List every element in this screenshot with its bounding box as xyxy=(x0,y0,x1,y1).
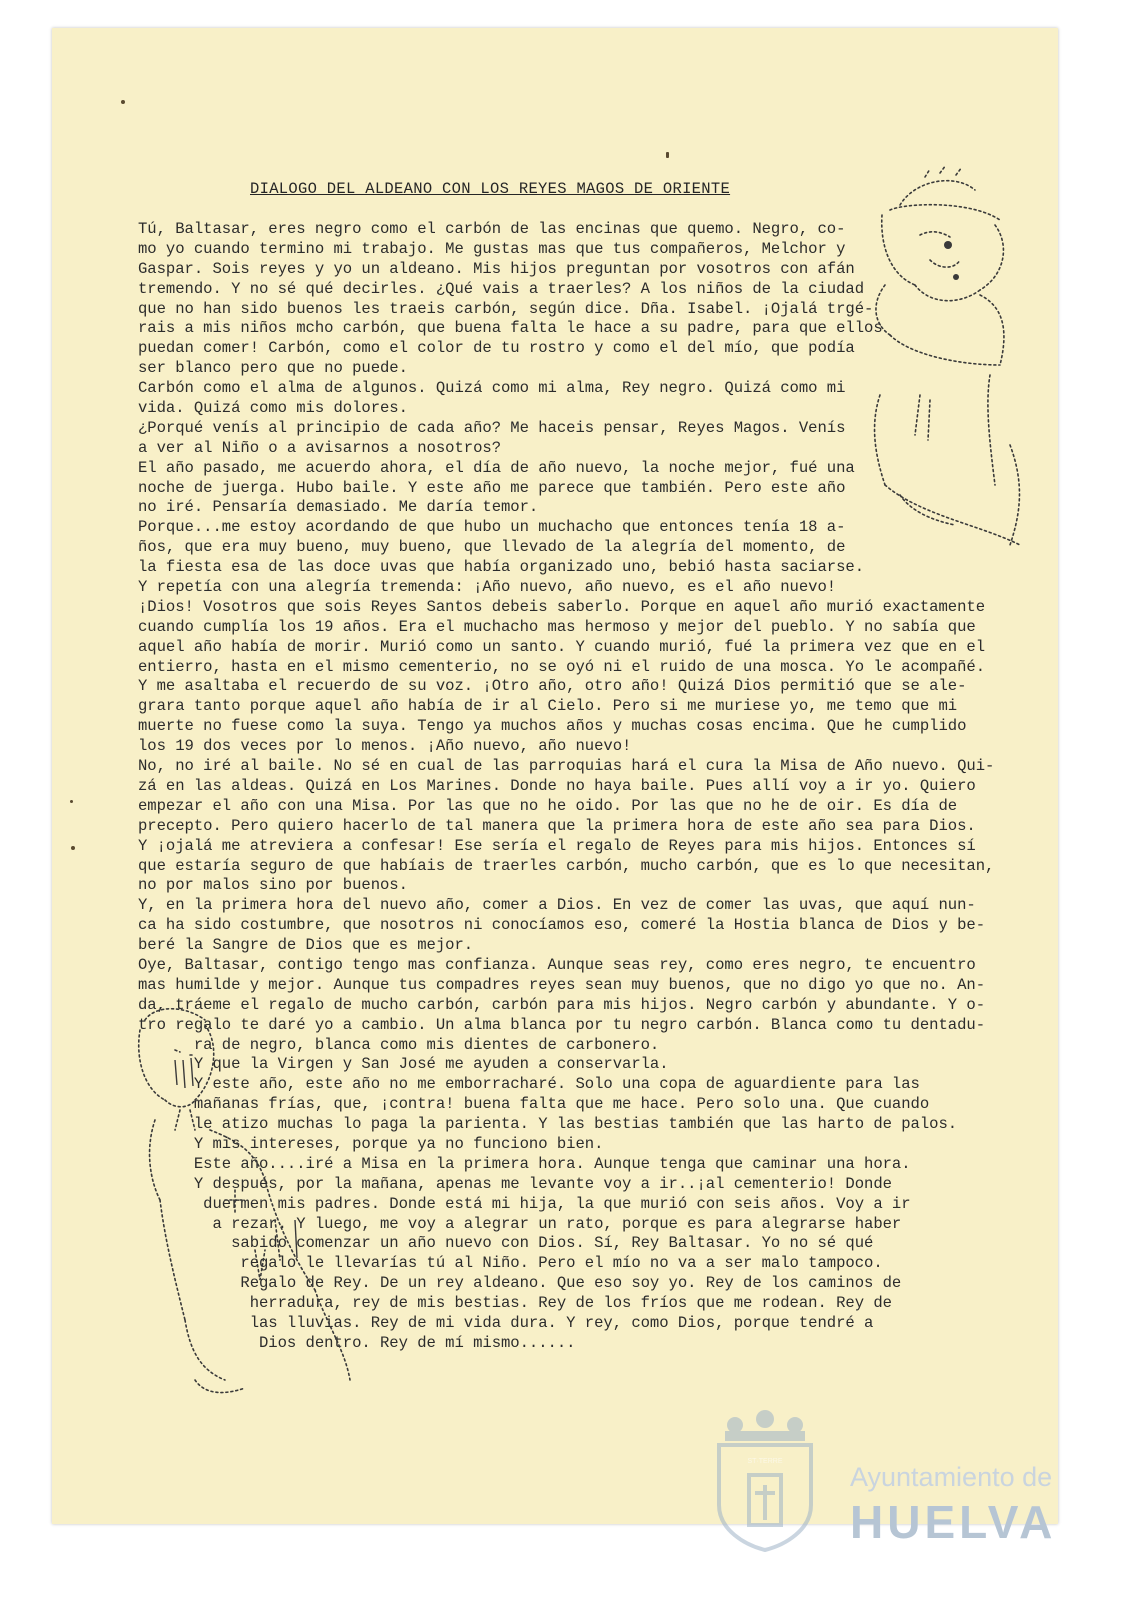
watermark-line2: HUELVA xyxy=(850,1496,1057,1548)
text-line: le atizo muchas lo paga la parienta. Y las bestias también que las harto de palos. xyxy=(138,1115,958,1134)
huelva-coat-of-arms xyxy=(705,1405,825,1555)
text-line: puedan comer! Carbón, como el color de tu rostro y como el del mío, que podía xyxy=(138,339,855,358)
text-line: Y después, por la mañana, apenas me levante voy a ir..¡al cementerio! Donde xyxy=(138,1174,892,1193)
ink-speck xyxy=(71,846,75,850)
ink-speck xyxy=(666,152,669,158)
text-line: herradura, rey de mis bestias. Rey de los fríos que me rodean. Rey de xyxy=(138,1294,892,1313)
text-line: tro regalo te daré yo a cambio. Un alma blanca por tu negro carbón. Blanca como tu dentadu- xyxy=(138,1015,986,1034)
text-line: la fiesta esa de las doce uvas que había organizado uno, bebió hasta saciarse. xyxy=(138,558,865,577)
text-line: que no han sido buenos les traeis carbón, según dice. Dña. Isabel. ¡Ojalá trgé- xyxy=(138,299,874,318)
text-line: a ver al Niño o a avisarnos a nosotros? xyxy=(138,438,502,457)
king-portrait-drawing xyxy=(860,165,1030,565)
text-line: mas humilde y mejor. Aunque tus compadres reyes sean muy buenos, que no digo yo que no. An- xyxy=(138,975,986,994)
text-line: beré la Sangre de Dios que es mejor. xyxy=(138,936,474,955)
text-line: que estaría seguro de que habíais de traerles carbón, mucho carbón, que es lo que necesitan, xyxy=(138,856,995,875)
text-line: noche de juerga. Hubo baile. Y este año me parece que también. Pero este año xyxy=(138,478,846,497)
text-line: Y mis intereses, porque ya no funciono bien. xyxy=(138,1134,604,1153)
aldeano-figure-drawing xyxy=(135,1000,365,1400)
text-line: empezar el año con una Misa. Por las que no he oido. Por las que no he de oir. Es día de xyxy=(138,796,958,815)
text-line: Regalo de Rey. De un rey aldeano. Que eso soy yo. Rey de los caminos de xyxy=(138,1274,902,1293)
text-line: sabido comenzar un año nuevo con Dios. Sí, Rey Baltasar. Yo no sé qué xyxy=(138,1234,874,1253)
text-line: entierro, hasta en el mismo cementerio, no se oyó ni el ruido de una mosca. Yo le acompañé. xyxy=(138,657,986,676)
document-title: DIALOGO DEL ALDEANO CON LOS REYES MAGOS DE ORIENTE xyxy=(250,180,731,198)
text-line: aquel año había de morir. Murió como un santo. Y cuando murió, fué la primera vez que en el xyxy=(138,637,986,656)
text-line: mañanas frías, que, ¡contra! buena falta que me hace. Pero solo una. Que cuando xyxy=(138,1095,930,1114)
text-line: cuando cumplía los 19 años. Era el muchacho mas hermoso y mejor del pueblo. Y no sabía que xyxy=(138,617,976,636)
text-line: Gaspar. Sois reyes y yo un aldeano. Mis hijos preguntan por vosotros con afán xyxy=(138,259,855,278)
text-line: grara tanto porque aquel año había de ir al Cielo. Pero si me muriese yo, me temo que mi xyxy=(138,697,958,716)
text-line: El año pasado, me acuerdo ahora, el día de año nuevo, la noche mejor, fué una xyxy=(138,458,855,477)
text-line: a rezar. Y luego, me voy a alegrar un rato, porque es para alegrarse haber xyxy=(138,1214,902,1233)
text-line: no por malos sino por buenos. xyxy=(138,876,408,895)
text-line: Y me asaltaba el recuerdo de su voz. ¡Otro año, otro año! Quizá Dios permitió que se ale- xyxy=(138,677,967,696)
text-line: No, no iré al baile. No sé en cual de las parroquias hará el cura la Misa de Año nuevo. Qui- xyxy=(138,757,995,776)
text-line: no iré. Pensaría demasiado. Me daría temor. xyxy=(138,498,539,517)
text-line: Y repetía con una alegría tremenda: ¡Año nuevo, año nuevo, es el año nuevo! xyxy=(138,578,837,597)
seal-motto: ST·TERRE xyxy=(747,1458,783,1465)
text-line: Y que la Virgen y San José me ayuden a conservarla. xyxy=(138,1055,669,1074)
text-line: Dios dentro. Rey de mí mismo...... xyxy=(138,1333,576,1352)
text-line: precepto. Pero quiero hacerlo de tal manera que la primera hora de este año sea para Dios. xyxy=(138,816,976,835)
text-line: las lluvias. Rey de mi vida dura. Y rey, como Dios, porque tendré a xyxy=(138,1313,874,1332)
text-line: ser blanco pero que no puede. xyxy=(138,359,408,378)
text-line: Este año....iré a Misa en la primera hora. Aunque tenga que caminar una hora. xyxy=(138,1154,911,1173)
text-line: zá en las aldeas. Quizá en Los Marines. Donde no haya baile. Pues allí voy a ir yo. Quiero xyxy=(138,776,976,795)
text-line: ra de negro, blanca como mis dientes de carbonero. xyxy=(138,1035,660,1054)
text-line: ca ha sido costumbre, que nosotros ni conocíamos eso, comeré la Hostia blanca de Dios y be- xyxy=(138,916,986,935)
text-line: tremendo. Y no sé qué decirles. ¿Qué vais a traerles? A los niños de la ciudad xyxy=(138,279,865,298)
watermark-line1: Ayuntamiento de xyxy=(850,1462,1053,1492)
text-line: Porque...me estoy acordando de que hubo un muchacho que entonces tenía 18 a- xyxy=(138,518,846,537)
text-line: muerte no fuese como la suya. Tengo ya muchos años y muchas cosas encima. Que he cumplido xyxy=(138,717,967,736)
text-line: los 19 dos veces por lo menos. ¡Año nuevo, año nuevo! xyxy=(138,737,632,756)
text-line: Y este año, este año no me emborracharé. Solo una copa de aguardiente para las xyxy=(138,1075,920,1094)
text-line: regalo le llevarías tú al Niño. Pero el mío no va a ser malo tampoco. xyxy=(138,1254,883,1273)
text-line: Y, en la primera hora del nuevo año, comer a Dios. En vez de comer las uvas, que aquí nun- xyxy=(138,896,976,915)
text-line: da, tráeme el regalo de mucho carbón, carbón para mis hijos. Negro carbón y abundante. Y o- xyxy=(138,995,986,1014)
text-line: Oye, Baltasar, contigo tengo mas confianza. Aunque seas rey, como eres negro, te encuentro xyxy=(138,955,976,974)
text-line: ¿Porqué venís al principio de cada año? Me haceis pensar, Reyes Magos. Venís xyxy=(138,418,846,437)
text-line: ¡Dios! Vosotros que sois Reyes Santos debeis saberlo. Porque en aquel año murió exactamente xyxy=(138,597,986,616)
text-line: ños, que era muy bueno, muy bueno, que llevado de la alegría del momento, de xyxy=(138,538,846,557)
text-line: duermen mis padres. Donde está mi hija, la que murió con seis años. Voy a ir xyxy=(138,1194,911,1213)
ink-speck xyxy=(121,100,125,104)
text-line: Carbón como el alma de algunos. Quizá como mi alma, Rey negro. Quizá como mi xyxy=(138,379,846,398)
text-line: Tú, Baltasar, eres negro como el carbón de las encinas que quemo. Negro, co- xyxy=(138,220,846,238)
text-line: mo yo cuando termino mi trabajo. Me gustas mas que tus compañeros, Melchor y xyxy=(138,239,846,258)
text-line: rais a mis niños mcho carbón, que buena falta le hace a su padre, para que ellos xyxy=(138,319,883,338)
ink-speck xyxy=(70,800,73,803)
text-line: Y ¡ojalá me atreviera a confesar! Ese sería el regalo de Reyes para mis hijos. Entonces sí xyxy=(138,836,976,855)
text-line: vida. Quizá como mis dolores. xyxy=(138,399,408,418)
